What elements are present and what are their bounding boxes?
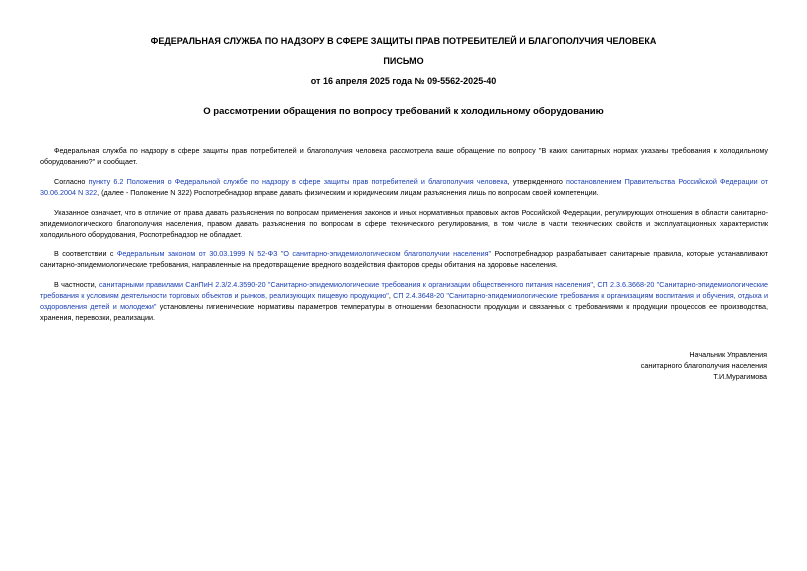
link-sp-2-4-3648-20[interactable]: СП 2.4.3648-20 "Санитарно-эпидемиологические требования к организациям воспитания и обучения, отдыха и оздоровления детей и молодежи" [40, 291, 768, 311]
signature-name: Т.И.Мурагимова [713, 372, 767, 381]
paragraph-5 [40, 279, 768, 323]
paragraph-4-text-2: Роспотребнадзор разрабатывает санитарные правила, которые устанавливают санитарно-эпидемиологические требования, направленные на предотвращение вредного воздействия факторов среды обитания на здоровье населения. [40, 249, 768, 269]
agency-title: ФЕДЕРАЛЬНАЯ СЛУЖБА ПО НАДЗОРУ В СФЕРЕ ЗАЩИТЫ ПРАВ ПОТРЕБИТЕЛЕЙ И БЛАГОПОЛУЧИЯ ЧЕЛОВЕКА [150, 36, 657, 46]
paragraph-4 [40, 248, 768, 270]
paragraph-3: Указанное означает, что в отличие от права давать разъяснения по вопросам применения законов и иных нормативных правовых актов Российской Федерации, регулирующих отношения в области санитарно-эпидемиологического благополучия населения, правом давать разъяснения по вопросам в сфере технического регулирования, в том числе в части технических свойств и эксплуатационных характеристик холодильного оборудования, Роспотребнадзор не обладает. [40, 208, 768, 239]
link-federal-law-52fz[interactable]: Федеральным законом от 30.03.1999 N 52-ФЗ "О санитарно-эпидемиологическом благополучии населения" [116, 249, 492, 258]
paragraph-2-text-3: , (далее - Положение N 322) Роспотребнадзор вправе давать физическим и юридическим лицам разъяснения лишь по вопросам своей компетенции. [97, 188, 599, 197]
paragraph-5-text-3: , [388, 291, 394, 300]
document-type: ПИСЬМО [383, 56, 424, 66]
link-postanovlenie-322[interactable]: постановлением Правительства Российской Федерации от 30.06.2004 N 322 [40, 177, 768, 197]
signature-position-line-1: Начальник Управления [689, 350, 767, 359]
paragraph-5-text-1: В частности, [54, 280, 99, 289]
document-subject: О рассмотрении обращения по вопросу требований к холодильному оборудованию [203, 106, 604, 117]
link-sp-2-3-6-3668-20[interactable]: СП 2.3.6.3668-20 "Санитарно-эпидемиологические требования к условиям деятельности торговых объектов и рынков, реализующих пищевую продукцию" [40, 280, 768, 300]
signature-position-line-2: санитарного благополучия населения [640, 361, 767, 370]
paragraph-4-text-1: В соответствии с [54, 249, 117, 258]
link-polozhenie-p6-2[interactable]: пункту 6.2 Положения о Федеральной службе по надзору в сфере защиты прав потребителей и благополучия человека [88, 177, 508, 186]
paragraph-2 [40, 176, 768, 198]
document-date-number: от 16 апреля 2025 года № 09-5562-2025-40 [310, 76, 497, 86]
paragraph-2-text-1: Согласно [54, 177, 89, 186]
link-sanpin-2-3-2-4-3590-20[interactable]: санитарными правилами СанПиН 2.3/2.4.3590-20 "Санитарно-эпидемиологические требования к организации общественного питания населения" [98, 280, 593, 289]
paragraph-5-text-4: установлены гигиенические нормативы параметров температуры в отношении безопасности продукции и связанных с требованиями к продукции процессов ее производства, хранения, перевозки, реализации. [40, 302, 768, 322]
paragraph-1: Федеральная служба по надзору в сфере защиты прав потребителей и благополучия человека рассмотрела ваше обращение по вопросу "В каких санитарных нормах указаны требования к холодильному оборудованию?" и сообщает. [40, 146, 768, 166]
paragraph-5-text-2: , [592, 280, 598, 289]
paragraph-2-text-2: , утвержденного [507, 177, 567, 186]
